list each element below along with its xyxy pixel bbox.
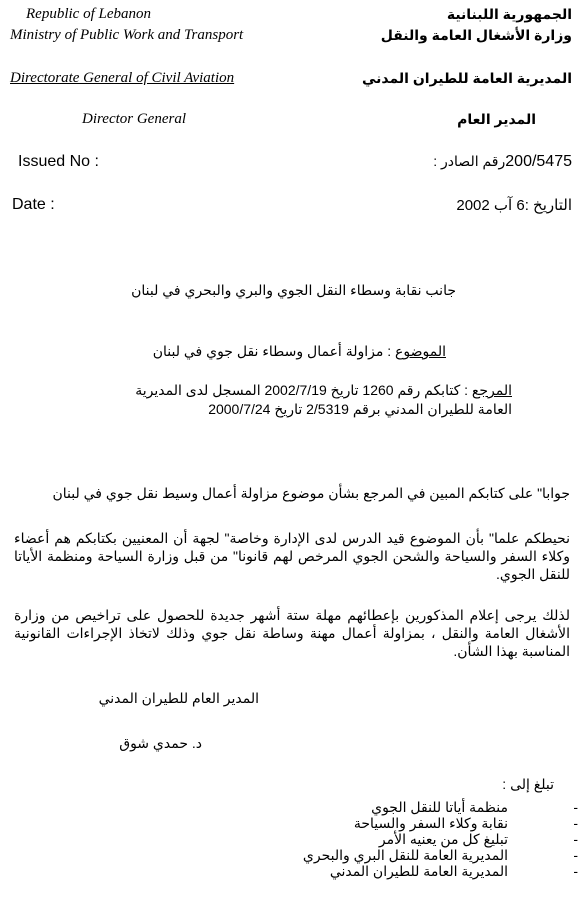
cc-list-item: - منظمة أياتا للنقل الجوي bbox=[371, 799, 578, 815]
signature-title: المدير العام للطيران المدني bbox=[98, 690, 259, 706]
cc-list-item: - المديرية العامة للنقل البري والبحري bbox=[302, 847, 578, 863]
ar-country: الجمهورية اللبنانية bbox=[446, 6, 572, 22]
ar-ministry: وزارة الأشغال العامة والنقل bbox=[380, 27, 572, 43]
cc-list-item: - المديرية العامة للطيران المدني bbox=[329, 863, 578, 879]
signature-name: د. حمدي شوق bbox=[119, 735, 202, 751]
body-paragraph-2: نحيطكم علما" بأن الموضوع قيد الدرس لدى الإدارة وخاصة" لجهة أن المعنيين بكتابكم هم أعضاء وكلاء السفر والسياحة والشحن الجوي المرخص لهم قانونا" من قبل وزارة السياحة ومنظمة الأياتا للنقل الجوي. bbox=[14, 530, 570, 582]
reference-text1: : كتابكم رقم 1260 تاريخ 2002/7/19 المسجل لدى المديرية bbox=[135, 382, 472, 398]
reference-line1 bbox=[135, 382, 512, 399]
body-paragraph-1: جوابا" على كتابكم المبين في المرجع بشأن موضوع مزاولة أعمال وسيط نقل جوي في لبنان bbox=[52, 485, 570, 501]
reference-line2: العامة للطيران المدني برقم 2/5319 تاريخ 2000/7/24 bbox=[208, 401, 512, 417]
issued-label-en: Issued No : bbox=[18, 153, 99, 170]
ar-directorate: المديرية العامة للطيران المدني bbox=[361, 70, 572, 86]
date-label-en: Date : bbox=[12, 196, 55, 213]
cc-list bbox=[302, 799, 578, 879]
cc-label: تبلغ إلى : bbox=[502, 776, 554, 792]
en-directorate: Directorate General of Civil Aviation bbox=[10, 70, 235, 86]
en-ministry: Ministry of Public Work and Transport bbox=[10, 27, 244, 43]
cc-list-item: - تبليغ كل من يعنيه الأمر bbox=[378, 831, 578, 847]
issued-ar bbox=[433, 153, 572, 171]
reference-label: المرجع bbox=[471, 382, 512, 398]
en-country: Republic of Lebanon bbox=[26, 6, 151, 22]
subject-label: الموضوع bbox=[395, 343, 446, 359]
subject-line bbox=[153, 343, 446, 360]
issued-label-ar: رقم الصادر : bbox=[433, 153, 506, 169]
en-director: Director General bbox=[82, 111, 187, 127]
date-ar: التاريخ :6 آب 2002 bbox=[456, 197, 572, 214]
addressee: جانب نقابة وسطاء النقل الجوي والبري والبحري في لبنان bbox=[131, 282, 456, 298]
body-paragraph-3: لذلك يرجى إعلام المذكورين بإعطائهم مهلة ستة أشهر جديدة للحصول على تراخيص من وزارة الأشغال العامة والنقل ، بمزاولة أعمال مهنة وساطة نقل جوي وذلك لاتخاذ الإجراءات القانونية المناسبة بهذا الشأن. bbox=[14, 607, 570, 659]
subject-text: : مزاولة أعمال وسطاء نقل جوي في لبنان bbox=[152, 343, 396, 359]
issued-number: 200/5475 bbox=[505, 153, 572, 170]
cc-list-item: - نقابة وكلاء السفر والسياحة bbox=[353, 815, 578, 831]
ar-director: المدير العام bbox=[457, 111, 536, 127]
